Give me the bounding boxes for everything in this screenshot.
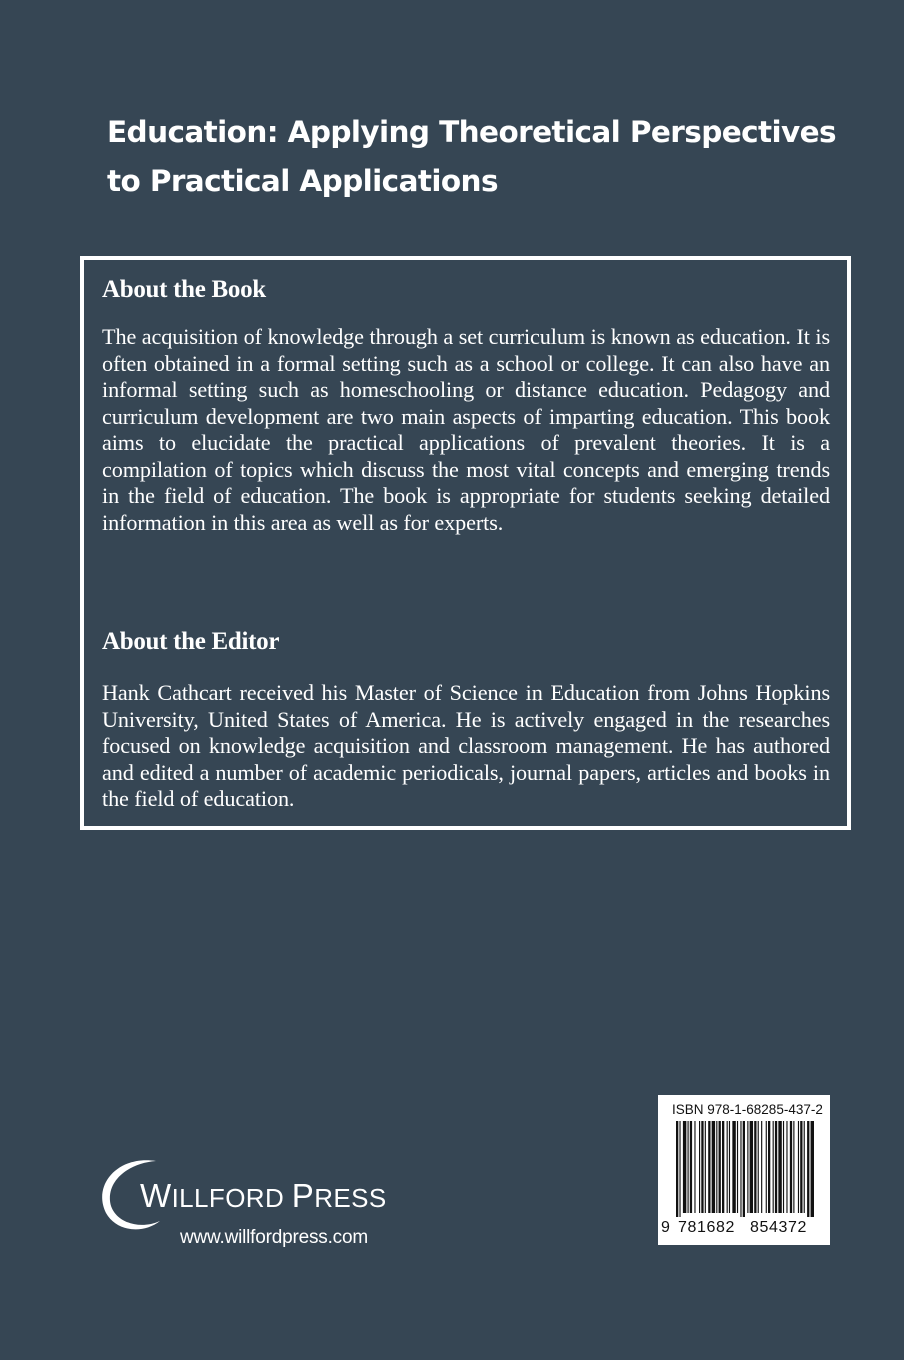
isbn-barcode (658, 1095, 830, 1245)
barcode-digit-first: 9 (661, 1219, 671, 1236)
publisher-logo (98, 1155, 398, 1255)
about-editor-text: Hank Cathcart received his Master of Science in Education from Johns Hopkins University, United States of America. He is actively engaged in the researches focused on knowledge acquisition and classroom management. He has authored and edited a number of academic periodicals, journal papers, articles and books in the field of education. (102, 680, 830, 811)
barcode-digits-left: 781682 (678, 1219, 735, 1236)
barcode-digits-right: 854372 (750, 1219, 807, 1236)
about-book-heading: About the Book (102, 276, 266, 303)
isbn-label: ISBN 978-1-68285-437-2 (672, 1102, 823, 1117)
about-book-text: The acquisition of knowledge through a set curriculum is known as education. It is often obtained in a formal setting such as a school or college. It can also have an informal setting such as homeschooling or distance education. Pedagogy and curriculum development are two main aspects of imparting education. This book aims to elucidate the practical applications of prevalent theories. It is a compilation of topics which discuss the most vital concepts and emerging trends in the field of education. The book is appropriate for students seeking detailed information in this area as well as for experts. (102, 324, 830, 535)
book-title (107, 108, 867, 206)
barcode-bars (668, 1121, 820, 1217)
book-title-line-2: to Practical Applications (107, 164, 498, 198)
publisher-name: WILLFORD PRESS (140, 1177, 387, 1214)
publisher-url: www.willfordpress.com (180, 1227, 368, 1248)
about-editor-heading: About the Editor (102, 628, 280, 655)
book-title-line-1: Education: Applying Theoretical Perspectives (107, 115, 837, 149)
